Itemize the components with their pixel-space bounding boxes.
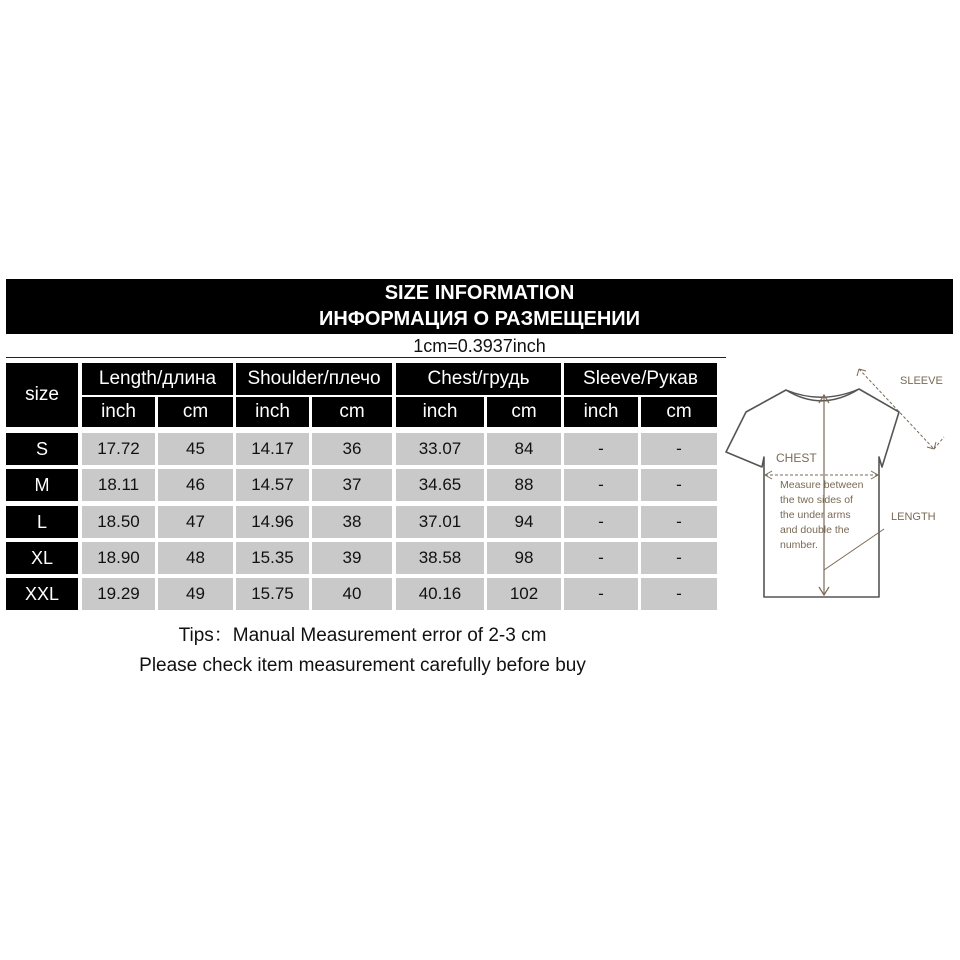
table-cell: 102 — [487, 578, 561, 610]
tips-line-1: Tips：Manual Measurement error of 2-3 cm — [178, 625, 547, 646]
table-cell: 84 — [487, 433, 561, 465]
column-group-header: Sleeve/Рукав — [564, 363, 717, 395]
table-cell: 34.65 — [396, 469, 484, 501]
table-cell: 33.07 — [396, 433, 484, 465]
size-label: XL — [6, 542, 78, 574]
table-cell: - — [641, 433, 717, 465]
tshirt-measurement-diagram — [724, 357, 954, 607]
size-information-banner — [6, 279, 953, 334]
unit-header: cm — [487, 397, 561, 427]
column-group-header: Shoulder/плечо — [236, 363, 392, 395]
table-cell: 19.29 — [82, 578, 155, 610]
table-cell: - — [641, 542, 717, 574]
banner-title-en: SIZE INFORMATION — [384, 282, 575, 304]
table-cell: - — [641, 506, 717, 538]
table-cell: 38 — [312, 506, 392, 538]
unit-header: cm — [158, 397, 233, 427]
tshirt-outline — [726, 389, 899, 597]
table-cell: - — [641, 578, 717, 610]
measure-text-line: the two sides of — [780, 494, 853, 506]
table-cell: 40.16 — [396, 578, 484, 610]
table-cell: 15.75 — [236, 578, 309, 610]
table-cell: 36 — [312, 433, 392, 465]
table-cell: 49 — [158, 578, 233, 610]
measure-text-line: Measure between — [780, 479, 864, 491]
unit-conversion — [6, 336, 953, 358]
measure-text-line: the under arms — [780, 509, 851, 521]
table-cell: - — [564, 578, 638, 610]
table-cell: 37.01 — [396, 506, 484, 538]
unit-header: inch — [236, 397, 309, 427]
table-cell: 14.57 — [236, 469, 309, 501]
column-group-header: Chest/грудь — [396, 363, 561, 395]
unit-header: cm — [312, 397, 392, 427]
length-label: LENGTH — [891, 511, 936, 523]
table-cell: 14.96 — [236, 506, 309, 538]
measure-text-line: and double the — [780, 524, 850, 536]
table-cell: 94 — [487, 506, 561, 538]
column-group-header: Length/длина — [82, 363, 233, 395]
unit-header: inch — [82, 397, 155, 427]
unit-header: inch — [396, 397, 484, 427]
size-label: XXL — [6, 578, 78, 610]
table-cell: 98 — [487, 542, 561, 574]
size-column-header: size — [6, 363, 78, 427]
table-cell: 17.72 — [82, 433, 155, 465]
unit-header: inch — [564, 397, 638, 427]
table-cell: - — [641, 469, 717, 501]
table-cell: 37 — [312, 469, 392, 501]
table-cell: 88 — [487, 469, 561, 501]
table-cell: 47 — [158, 506, 233, 538]
table-cell: 18.90 — [82, 542, 155, 574]
table-cell: 39 — [312, 542, 392, 574]
table-cell: 14.17 — [236, 433, 309, 465]
measure-instructions — [780, 479, 864, 551]
table-cell: 48 — [158, 542, 233, 574]
size-label: L — [6, 506, 78, 538]
size-label: S — [6, 433, 78, 465]
measure-text-line: number. — [780, 539, 818, 551]
table-cell: 38.58 — [396, 542, 484, 574]
tips-line-2: Please check item measurement carefully before buy — [139, 655, 586, 676]
table-cell: 46 — [158, 469, 233, 501]
unit-header: cm — [641, 397, 717, 427]
table-cell: 18.11 — [82, 469, 155, 501]
table-cell: - — [564, 469, 638, 501]
chest-label: CHEST — [776, 451, 817, 465]
unit-conversion-text: 1cm=0.3937inch — [413, 336, 546, 356]
sleeve-label: SLEEVE — [900, 375, 943, 387]
table-cell: 15.35 — [236, 542, 309, 574]
table-cell: - — [564, 506, 638, 538]
table-cell: 40 — [312, 578, 392, 610]
size-label: M — [6, 469, 78, 501]
table-cell: 18.50 — [82, 506, 155, 538]
table-cell: - — [564, 542, 638, 574]
divider — [6, 357, 726, 358]
table-cell: 45 — [158, 433, 233, 465]
table-cell: - — [564, 433, 638, 465]
banner-title-ru: ИНФОРМАЦИЯ О РАЗМЕЩЕНИИ — [318, 308, 641, 330]
